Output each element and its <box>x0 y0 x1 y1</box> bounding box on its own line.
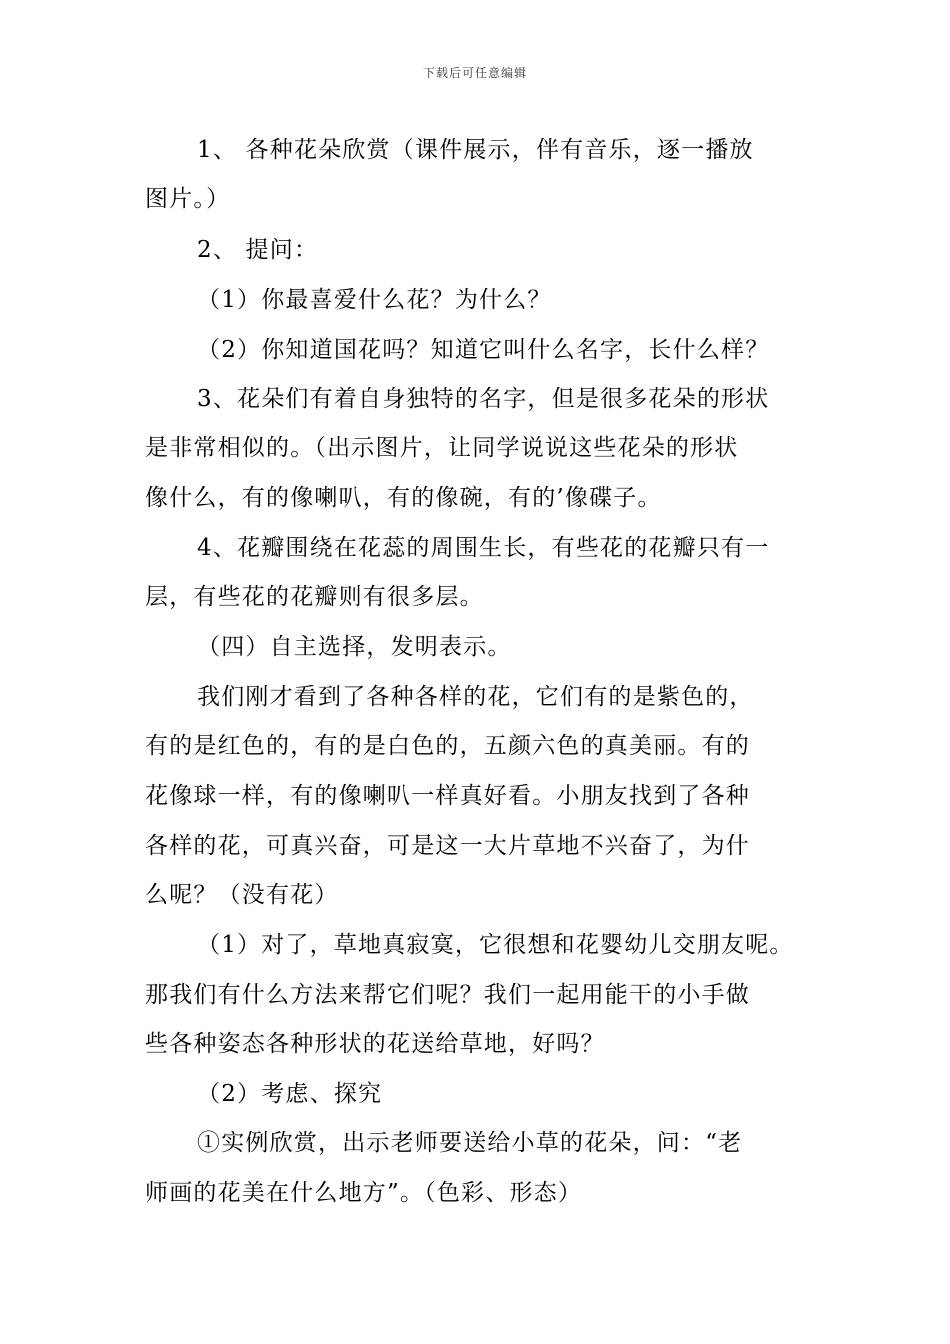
text-line: 些各种姿态各种形状的花送给草地，好吗？ <box>145 1031 605 1057</box>
page-header: 下载后可任意编辑 <box>422 66 527 80</box>
text-line: 花像球一样，有的像喇叭一样真好看。小朋友找到了各种 <box>145 783 750 809</box>
text-line: 么呢？（没有花） <box>145 882 339 908</box>
text-line: 4、花瓣围绕在花蕊的周围生长，有些花的花瓣只有一 <box>197 535 770 561</box>
text-line: （1）对了，草地真寂寞，它很想和花婴幼儿交朋友呢。 <box>197 932 794 958</box>
text-line: （1）你最喜爱什么花？为什么？ <box>197 287 552 313</box>
text-line: 我们刚才看到了各种各样的花，它们有的是紫色的， <box>197 684 754 710</box>
text-line: 有的是红色的，有的是白色的，五颜六色的真美丽。有的 <box>145 733 750 759</box>
text-line: 是非常相似的。（出示图片，让同学说说这些花朵的形状 <box>145 435 739 461</box>
text-line: 师画的花美在什么地方”。（色彩、形态） <box>145 1180 583 1206</box>
text-line: 3、花朵们有着自身独特的名字，但是很多花朵的形状 <box>197 386 770 412</box>
text-line: 层，有些花的花瓣则有很多层。 <box>145 584 484 610</box>
text-line: 那我们有什么方法来帮它们呢？我们一起用能干的小手做 <box>145 982 750 1008</box>
text-line: ①实例欣赏，出示老师要送给小草的花朵，问：“老 <box>197 1130 743 1156</box>
text-line: 像什么，有的像喇叭，有的像碗，有的’像碟子。 <box>145 485 662 511</box>
text-line: 2、 提问： <box>197 237 319 263</box>
text-line: （四）自主选择，发明表示。 <box>197 634 512 660</box>
text-line: （2）你知道国花吗？知道它叫什么名字，长什么样？ <box>197 337 770 363</box>
text-line: 各样的花，可真兴奋，可是这一大片草地不兴奋了，为什 <box>145 833 750 859</box>
text-line: （2）考虑、探究 <box>197 1081 383 1107</box>
text-line: 1、 各种花朵欣赏（课件展示，伴有音乐，逐一播放 <box>197 137 754 163</box>
text-line: 图片。） <box>145 186 231 212</box>
